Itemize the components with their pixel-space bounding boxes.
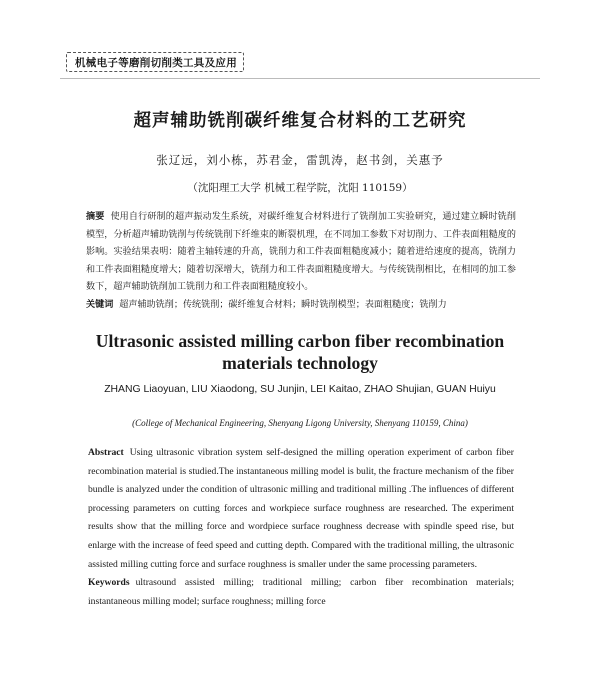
chinese-authors: 张辽远，刘小栋，苏君金，雷凯涛，赵书剑，关惠予 [156,153,444,167]
chinese-abstract-block [86,209,516,315]
chinese-keywords [86,297,516,315]
journal-section-tag [66,52,244,72]
chinese-keywords-text: 超声辅助铣削；传统铣削；碳纤维复合材料；瞬时铣削模型；表面粗糙度；铣削力 [119,299,447,310]
english-abstract-text: Using ultrasonic vibration system self-designed the milling operation experiment of carbon fiber recombination material is studied.The instantaneous milling model is bulit, the fracture mechanism of the fiber bundle is analyzed under the condition of ultrasonic milling and traditional milling .The influences of different processing parameters on cutting forces and workpiece surface roughness are researched. The experiment results show that the milling force and wordpiece surface roughness decrease with spindle speed rise, but enlarge with the increase of feed speed and cutting depth. Compared with the traditional milling, the ultrasonic assisted milling cutting force and surface roughness is smaller under the same processing parameters. [88,447,514,570]
english-keywords [88,574,514,611]
chinese-title: 超声辅助铣削碳纤维复合材料的工艺研究 [133,111,467,131]
english-title-line-2: materials technology [222,353,378,373]
chinese-keywords-label: 关键词 [86,299,114,310]
chinese-affiliation: （沈阳理工大学 机械工程学院，沈阳 110159） [187,182,413,194]
journal-section-label: 机械电子等磨削切削类工具及应用 [75,57,237,69]
english-authors: ZHANG Liaoyuan, LIU Xiaodong, SU Junjin, LEI Kaitao, ZHAO Shujian, GUAN Huiyu [104,384,496,395]
header-divider [60,78,540,79]
english-abstract-block [88,444,514,611]
chinese-abstract-text: 使用自行研制的超声振动发生系统，对碳纤维复合材料进行了铣削加工实验研究，通过建立瞬时铣削模型，分析超声辅助铣削与传统铣削下纤维束的断裂机理，在不同加工参数下对切削力、工件表面粗糙度的影响。实验结果表明：随着主轴转速的升高，铣削力和工件表面粗糙度减小；随着进给速度的提高，铣削力和工件表面粗糙度增大；随着切深增大，铣削力和工件表面粗糙度增大。与传统铣削相比，在相同的加工参数下，超声辅助铣削加工铣削力和工件表面粗糙度较小。 [86,212,516,293]
english-title [0,330,600,374]
english-affiliation: (College of Mechanical Engineering, Shenyang Ligong University, Shenyang 110159, China) [132,418,468,428]
english-title-line-1: Ultrasonic assisted milling carbon fiber recombination [95,331,505,351]
english-keywords-text: ultrasound assisted milling; traditional milling; carbon fiber recombination materials; instantaneous milling model; surface roughness; milling force [88,577,514,607]
english-keywords-label: Keywords [88,577,130,589]
chinese-abstract-label: 摘要 [86,212,105,222]
english-abstract-label: Abstract [88,447,124,458]
